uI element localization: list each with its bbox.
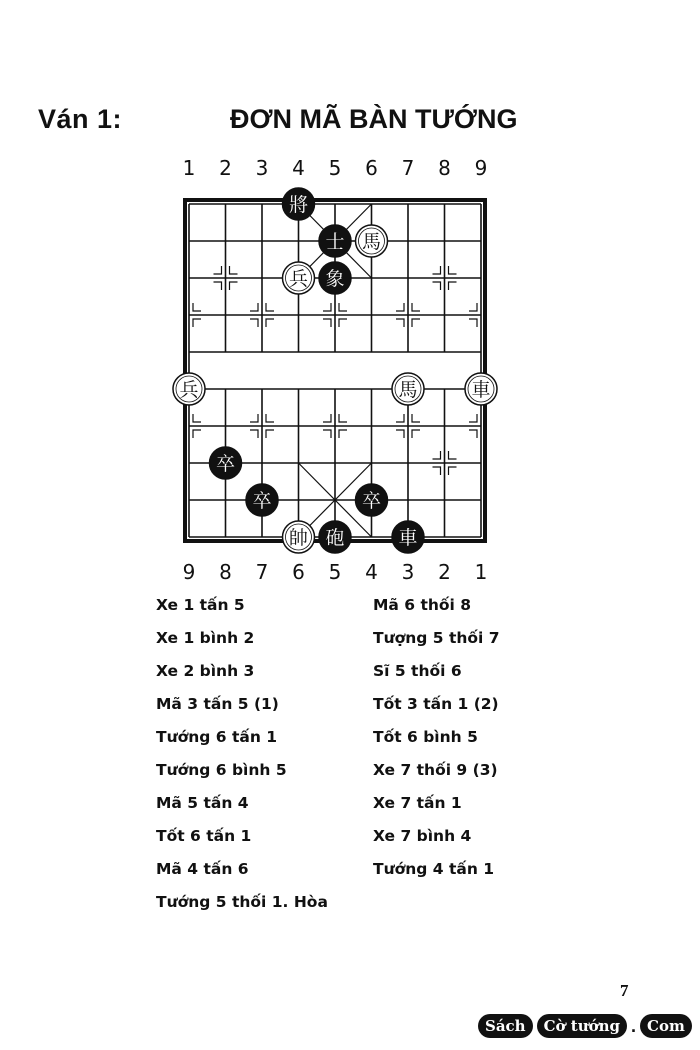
bottom-file-number: 5: [328, 560, 342, 584]
top-file-number: 9: [474, 156, 488, 180]
move-entry: Tướng 6 bình 5: [156, 761, 287, 779]
brand-word-com: Com: [640, 1014, 692, 1038]
position-mark: [412, 414, 420, 422]
position-mark: [412, 319, 420, 327]
position-mark: [266, 303, 274, 311]
position-mark: [214, 266, 222, 274]
position-mark: [433, 266, 441, 274]
position-mark: [266, 319, 274, 327]
move-entry: Tượng 5 thối 7: [373, 629, 500, 647]
position-mark: [433, 451, 441, 459]
position-mark: [396, 414, 404, 422]
piece-label: 車: [398, 527, 418, 549]
position-mark: [339, 303, 347, 311]
move-entry: Xe 1 bình 2: [156, 629, 255, 647]
position-mark: [250, 414, 258, 422]
piece-label: 卒: [361, 490, 382, 512]
position-mark: [396, 430, 404, 438]
position-mark: [433, 467, 441, 475]
position-mark: [433, 282, 441, 290]
position-mark: [339, 414, 347, 422]
bottom-file-number: 4: [365, 560, 378, 584]
move-entry: Tướng 5 thối 1. Hòa: [156, 893, 328, 911]
move-entry: Tướng 4 tấn 1: [373, 860, 495, 878]
position-mark: [449, 467, 457, 475]
top-file-number: 4: [292, 156, 305, 180]
move-entry: Tướng 6 tấn 1: [156, 728, 278, 746]
position-mark: [230, 282, 238, 290]
move-entry: Xe 7 thối 9 (3): [373, 761, 498, 779]
piece-label: 馬: [361, 231, 382, 253]
move-entry: Mã 3 tấn 5 (1): [156, 695, 279, 713]
position-mark: [193, 414, 201, 422]
position-mark: [193, 303, 201, 311]
top-file-number: 8: [438, 156, 451, 180]
position-mark: [266, 414, 274, 422]
position-mark: [250, 303, 258, 311]
move-entry: Xe 7 tấn 1: [373, 794, 462, 812]
top-file-number: 2: [219, 156, 232, 180]
position-mark: [412, 303, 420, 311]
position-mark: [230, 266, 238, 274]
position-mark: [449, 451, 457, 459]
move-entry: Mã 6 thối 8: [373, 596, 472, 614]
position-mark: [323, 319, 331, 327]
piece-label: 士: [325, 231, 345, 253]
position-mark: [339, 430, 347, 438]
piece-label: 兵: [288, 268, 309, 290]
move-entry: Xe 1 tấn 5: [156, 596, 245, 614]
position-mark: [339, 319, 347, 327]
position-mark: [449, 282, 457, 290]
bottom-file-number: 8: [219, 560, 232, 584]
move-entry: Mã 5 tấn 4: [156, 794, 249, 812]
position-mark: [323, 430, 331, 438]
top-file-number: 1: [182, 156, 196, 180]
piece-label: 象: [325, 268, 345, 290]
position-mark: [412, 430, 420, 438]
position-mark: [469, 430, 477, 438]
page-number: 7: [620, 981, 629, 1000]
position-mark: [449, 266, 457, 274]
bottom-file-number: 6: [292, 560, 305, 584]
top-file-number: 3: [255, 156, 269, 180]
bottom-file-number: 2: [438, 560, 451, 584]
position-mark: [469, 303, 477, 311]
position-mark: [193, 319, 201, 327]
move-entry: Sĩ 5 thối 6: [373, 662, 462, 680]
bottom-file-number: 7: [255, 560, 269, 584]
piece-label: 馬: [398, 379, 418, 401]
move-entry: Tốt 6 tấn 1: [156, 827, 252, 845]
move-entry: Tốt 3 tấn 1 (2): [373, 695, 499, 713]
move-entry: Tốt 6 bình 5: [373, 728, 478, 746]
position-mark: [250, 319, 258, 327]
move-entry: Mã 4 tấn 6: [156, 860, 249, 878]
position-mark: [396, 319, 404, 327]
brand-word-co-tuong: Cờ tướng: [537, 1014, 627, 1038]
top-file-number: 5: [328, 156, 342, 180]
position-mark: [193, 430, 201, 438]
brand-logo: [478, 1010, 696, 1042]
piece-label: 砲: [325, 527, 345, 549]
move-entry: Xe 7 bình 4: [373, 827, 472, 845]
bottom-file-number: 3: [401, 560, 415, 584]
bottom-file-number: 9: [182, 560, 196, 584]
position-mark: [250, 430, 258, 438]
top-file-number: 6: [365, 156, 378, 180]
piece-label: 兵: [179, 379, 199, 401]
piece-label: 帥: [288, 527, 309, 549]
bottom-file-number: 1: [474, 560, 488, 584]
move-entry: Xe 2 bình 3: [156, 662, 255, 680]
bottom-file-numbers: [0, 560, 700, 590]
piece-label: 車: [471, 379, 491, 401]
brand-dot: .: [631, 1015, 637, 1036]
position-mark: [323, 414, 331, 422]
brand-word-sach: Sách: [478, 1014, 533, 1038]
position-mark: [469, 319, 477, 327]
piece-label: 將: [288, 194, 309, 216]
position-mark: [396, 303, 404, 311]
position-mark: [266, 430, 274, 438]
position-mark: [323, 303, 331, 311]
position-mark: [214, 282, 222, 290]
piece-label: 卒: [215, 453, 236, 475]
game-number-label: Ván 1:: [38, 104, 123, 134]
game-title: ĐƠN MÃ BÀN TƯỚNG: [230, 104, 518, 134]
piece-label: 卒: [252, 490, 272, 512]
position-mark: [469, 414, 477, 422]
top-file-number: 7: [401, 156, 415, 180]
